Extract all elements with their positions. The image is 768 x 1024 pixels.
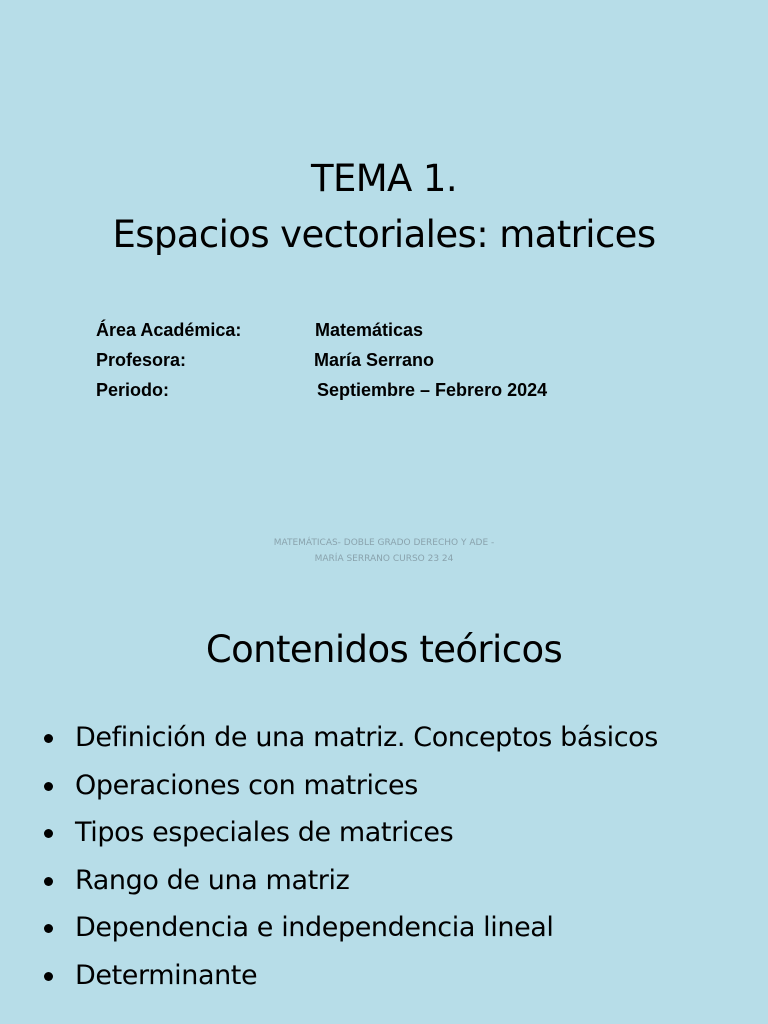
bullet-icon xyxy=(44,972,53,981)
list-item-text: Tipos especiales de matrices xyxy=(75,817,454,849)
info-label: Área Académica: xyxy=(96,320,242,340)
list-item-text: Determinante xyxy=(75,959,258,991)
info-value: Septiembre – Febrero 2024 xyxy=(317,380,548,400)
bullet-icon xyxy=(44,734,53,743)
slide-subtitle: Espacios vectoriales: matrices xyxy=(112,213,656,256)
slide-footer xyxy=(184,535,584,567)
info-value: Matemáticas xyxy=(315,320,424,340)
bullet-icon xyxy=(44,829,53,838)
info-label: Periodo: xyxy=(96,380,170,400)
footer-line: MATEMÁTICAS- DOBLE GRADO DERECHO Y ADE - xyxy=(273,538,495,548)
bullet-icon xyxy=(44,924,53,933)
slide-title: TEMA 1. xyxy=(310,157,458,200)
bullet-icon xyxy=(44,877,53,886)
info-value: María Serrano xyxy=(314,350,435,370)
list-item-text: Rango de una matriz xyxy=(75,864,350,896)
bullet-icon xyxy=(44,782,53,791)
info-label: Profesora: xyxy=(96,350,187,370)
footer-line: MARÍA SERRANO CURSO 23 24 xyxy=(314,554,454,564)
contents-heading: Contenidos teóricos xyxy=(205,628,563,671)
list-item-text: Dependencia e independencia lineal xyxy=(75,912,554,944)
list-item-text: Operaciones con matrices xyxy=(75,769,418,801)
list-item-text: Definición de una matriz. Conceptos básicos xyxy=(75,722,658,753)
